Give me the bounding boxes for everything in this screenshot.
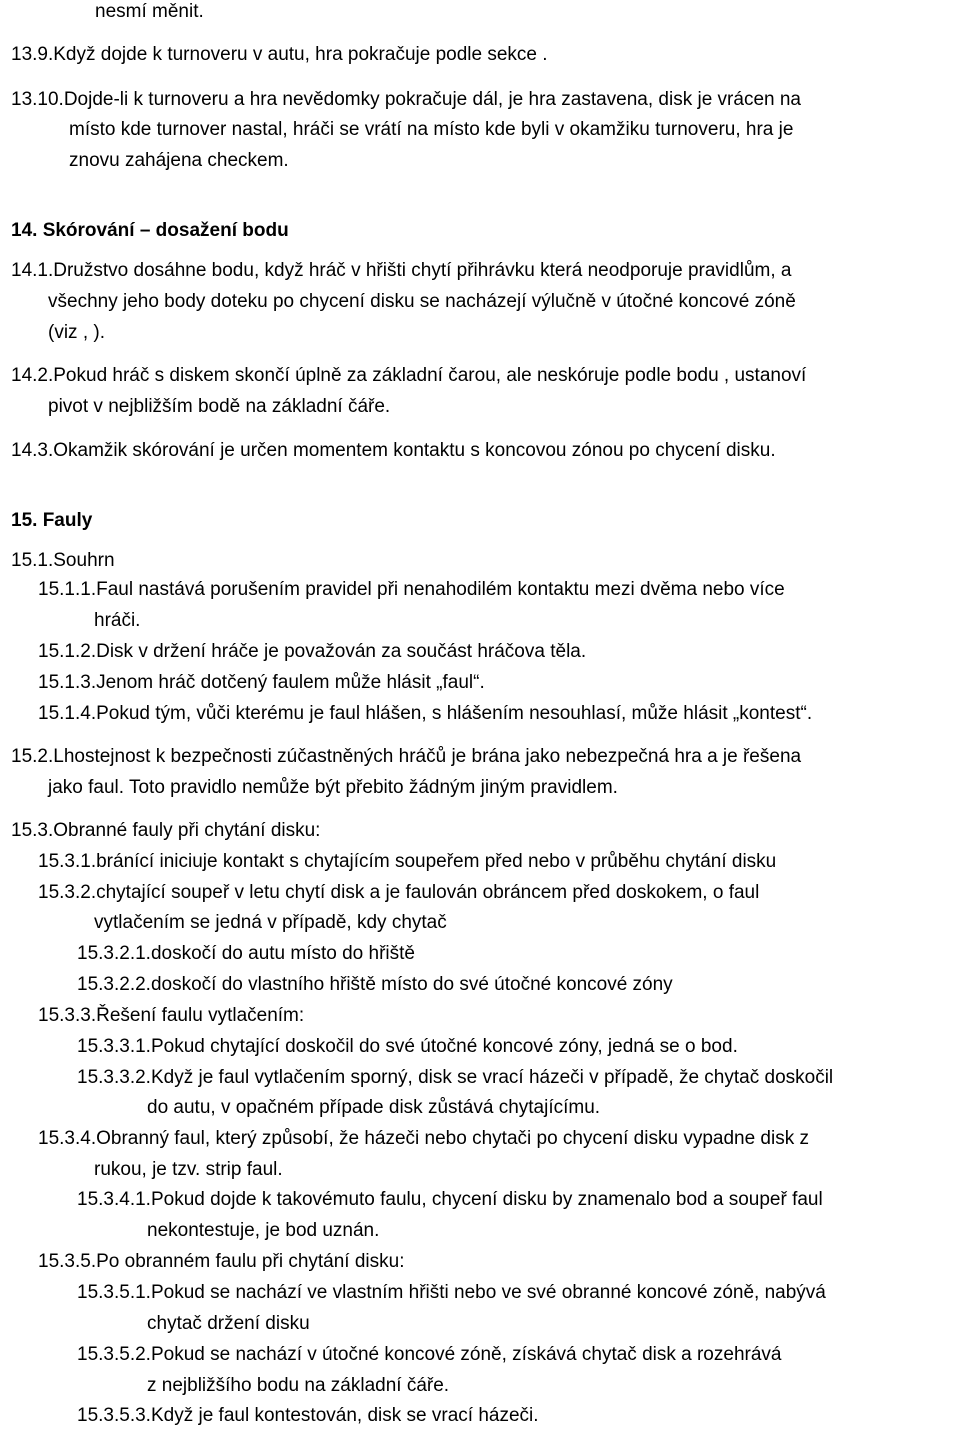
text-line: jako faul. Toto pravidlo nemůže být přebito žádným jiným pravidlem. <box>48 777 618 798</box>
text-line: místo kde turnover nastal, hráči se vrátí na místo kde byli v okamžiku turnoveru, hra je <box>69 119 794 140</box>
text-line: pivot v nejbližším bodě na základní čáře. <box>48 396 391 417</box>
text-line: 13.9.Když dojde k turnoveru v autu, hra pokračuje podle sekce . <box>11 44 548 65</box>
text-line: z nejbližšího bodu na základní čáře. <box>147 1375 450 1396</box>
text-line: 14.2.Pokud hráč s diskem skončí úplně za základní čarou, ale neskóruje podle bodu , ustanoví <box>11 365 807 386</box>
text-line: (viz , ). <box>48 322 105 343</box>
text-line: 15.1.4.Pokud tým, vůči kterému je faul hlášen, s hlášením nesouhlasí, může hlásit „kontest“. <box>38 703 813 724</box>
text-line: znovu zahájena checkem. <box>69 150 289 171</box>
text-line: 15.3.Obranné fauly při chytání disku: <box>11 820 321 841</box>
text-line: 15.3.5.2.Pokud se nachází v útočné koncové zóně, získává chytač disk a rozehrává <box>77 1344 782 1365</box>
text-line: nekontestuje, je bod uznán. <box>147 1220 380 1241</box>
text-line: 13.10.Dojde-li k turnoveru a hra nevědomky pokračuje dál, je hra zastavena, disk je vrácen na <box>11 89 801 110</box>
text-line: 15.1.Souhrn <box>11 550 115 571</box>
text-line: 15.3.2.2.doskočí do vlastního hřiště místo do své útočné koncové zóny <box>77 974 673 995</box>
text-line: rukou, je tzv. strip faul. <box>94 1159 283 1180</box>
text-line: 15.3.1.bránící iniciuje kontakt s chytajícím soupeřem před nebo v průběhu chytání disku <box>38 851 777 872</box>
text-line: 15.3.2.1.doskočí do autu místo do hřiště <box>77 943 415 964</box>
text-line: 14.1.Družstvo dosáhne bodu, když hráč v hřišti chytí přihrávku která neodporuje pravidlům, a <box>11 260 792 281</box>
text-line: 14.3.Okamžik skórování je určen momentem kontaktu s koncovou zónou po chycení disku. <box>11 440 776 461</box>
text-line: 15.3.5.Po obranném faulu při chytání disku: <box>38 1251 405 1272</box>
text-line: 15.3.4.Obranný faul, který způsobí, že házeči nebo chytači po chycení disku vypadne disk z <box>38 1128 809 1149</box>
section-heading: 15. Fauly <box>11 510 93 531</box>
text-line: 15.3.5.1.Pokud se nachází ve vlastním hřišti nebo ve své obranné koncové zóně, nabývá <box>77 1282 826 1303</box>
text-line: 15.3.5.3.Když je faul kontestován, disk se vrací házeči. <box>77 1405 539 1426</box>
text-line: 15.3.3.2.Když je faul vytlačením sporný, disk se vrací házeči v případě, že chytač doskočil <box>77 1067 834 1088</box>
text-line: 15.3.3.Řešení faulu vytlačením: <box>38 1005 305 1026</box>
text-line: chytač držení disku <box>147 1313 310 1334</box>
text-line: 15.3.3.1.Pokud chytající doskočil do své útočné koncové zóny, jedná se o bod. <box>77 1036 738 1057</box>
text-line: 15.1.3.Jenom hráč dotčený faulem může hlásit „faul“. <box>38 672 485 693</box>
text-line: 15.3.2.chytající soupeř v letu chytí disk a je faulován obráncem před doskokem, o faul <box>38 882 760 903</box>
text-line: nesmí měnit. <box>95 1 204 22</box>
text-line: 15.1.1.Faul nastává porušením pravidel při nenahodilém kontaktu mezi dvěma nebo více <box>38 579 785 600</box>
text-line: 15.2.Lhostejnost k bezpečnosti zúčastněných hráčů je brána jako nebezpečná hra a je řešena <box>11 746 802 767</box>
text-line: do autu, v opačném případe disk zůstává chytajícímu. <box>147 1097 601 1118</box>
text-line: 15.1.2.Disk v držení hráče je považován za součást hráčova těla. <box>38 641 587 662</box>
text-line: všechny jeho body doteku po chycení disku se nacházejí výlučně v útočné koncové zóně <box>48 291 796 312</box>
text-line: 15.3.4.1.Pokud dojde k takovémuto faulu, chycení disku by znamenalo bod a soupeř faul <box>77 1189 823 1210</box>
text-line: hráči. <box>94 610 141 631</box>
text-line: vytlačením se jedná v případě, kdy chytač <box>94 912 447 933</box>
section-heading: 14. Skórování – dosažení bodu <box>11 220 289 241</box>
